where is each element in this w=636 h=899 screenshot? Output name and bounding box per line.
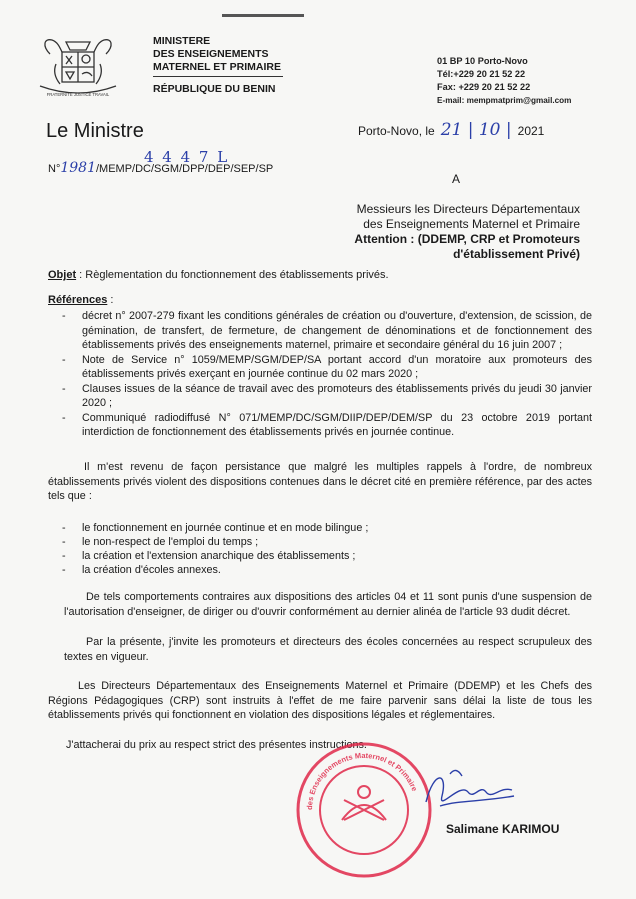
official-stamp-icon — [294, 740, 434, 880]
place-date — [358, 120, 544, 140]
handwritten-number: 1981 — [60, 160, 96, 176]
objet-text: : Règlementation du fonctionnement des établissements privés. — [76, 269, 389, 281]
contact-block — [437, 55, 571, 107]
handwritten-signature-icon — [420, 762, 520, 822]
paragraph-5: J'attacherai du prix au respect strict des présentes instructions. — [66, 739, 367, 751]
act-item-4: - la création d'écoles annexes. — [60, 563, 460, 577]
ministry-block — [153, 35, 283, 96]
ministry-line-1: MINISTERE — [153, 35, 211, 47]
reference-item-4: - Communiqué radiodiffusé N° 071/MEMP/DC/SGM/DIIP/DEP/DEM/SP du 23 octobre 2019 portant interdiction de fonctionnement des établissements privés en journée continue. — [58, 411, 592, 440]
attention-line-2: d'établissement Privé) — [453, 247, 580, 261]
handwritten-date: 21 | 10 | — [440, 120, 512, 140]
reference-item-1: - décret n° 2007-279 fixant les conditions générales de création ou d'ouverture, d'extension, de scission, de gémination, de transfert, de fermeture, de changement de dénominations et de fonctionnement des établissements privés des enseignements maternel, primaire et secondaire général du 16 juin 2007 ; — [58, 309, 592, 353]
email: E-mail: mempmatprim@gmail.com — [437, 96, 572, 105]
ministry-line-2: DES ENSEIGNEMENTS — [153, 48, 269, 60]
reference-number — [48, 148, 274, 176]
ministry-line-3: MATERNEL ET PRIMAIRE — [153, 61, 281, 73]
reference-suffix: /MEMP/DC/SGM/DPP/DEP/SEP/SP — [95, 163, 274, 175]
ministry-divider — [153, 76, 283, 77]
act-item-3: - la création et l'extension anarchique des établissements ; — [60, 549, 460, 563]
paragraph-2: De tels comportements contraires aux dispositions des articles 04 et 11 sont punis d'une suspension de l'autorisation d'enseigner, de diriger ou d'ouvrir conformément au dernier alinéa de l'article 93 dudit décret. — [64, 591, 592, 618]
postal-box: 01 BP 10 Porto-Novo — [437, 56, 528, 66]
svg-text:FRATERNITÉ JUSTICE TRAVAIL: FRATERNITÉ JUSTICE TRAVAIL — [46, 92, 110, 97]
republic-name: RÉPUBLIQUE DU BENIN — [153, 83, 276, 95]
attention-line-1: Attention : (DDEMP, CRP et Promoteurs — [354, 232, 580, 246]
addressee-block — [320, 202, 580, 262]
paragraph-1: Il m'est revenu de façon persistance que malgré les multiples rappels à l'ordre, de nombreux établissements privés violent des dispositions contenues dans le décret cité en première référence, par des actes tels que : — [48, 461, 592, 502]
reference-item-2: - Note de Service n° 1059/MEMP/SGM/DEP/SA portant accord d'un moratoire aux promoteurs des établissements privés exerçant en journée continue du 02 mars 2020 ; — [58, 353, 592, 382]
svg-text:des Enseignements Maternel et: des Enseignements Maternel et Primaire — [304, 750, 420, 811]
references-suffix: : — [107, 294, 114, 306]
act-item-1: - le fonctionnement en journée continue et en mode bilingue ; — [60, 521, 460, 535]
a-label: A — [452, 172, 461, 186]
references-heading — [48, 294, 113, 306]
year: 2021 — [517, 124, 545, 138]
addressee-line-2: des Enseignements Maternel et Primaire — [363, 217, 580, 231]
act-item-2: - le non-respect de l'emploi du temps ; — [60, 535, 460, 549]
reference-prefix: N° — [48, 163, 61, 175]
acts-list — [60, 521, 460, 577]
references-list — [58, 309, 592, 440]
addressee-line-1: Messieurs les Directeurs Départementaux — [356, 202, 580, 216]
reference-item-3: - Clauses issues de la séance de travail avec des promoteurs des établissements privés du jeudi 30 janvier 2020 ; — [58, 382, 592, 411]
place: Porto-Novo, le — [358, 124, 435, 138]
signer-name: Salimane KARIMOU — [446, 822, 560, 836]
paragraph-4: Les Directeurs Départementaux des Enseignements Maternel et Primaire (DDEMP) et les Chefs des Régions Pédagogiques (CRP) sont instruits à l'effet de me faire parvenir sans délai la liste de tous les établissements privés qui fonctionnent en violation des dispositions légales et réglementaires. — [48, 680, 592, 721]
benin-coat-of-arms-icon — [36, 34, 120, 102]
objet-label: Objet — [48, 269, 77, 281]
fax: Fax: +229 20 21 52 22 — [437, 82, 531, 92]
sender-title: Le Ministre — [46, 120, 144, 142]
paragraph-3: Par la présente, j'invite les promoteurs et directeurs des écoles concernées au respect scrupuleux des textes en vigueur. — [64, 636, 592, 663]
top-rule — [222, 14, 304, 17]
references-label: Références — [48, 294, 108, 306]
phone: Tél:+229 20 21 52 22 — [437, 69, 526, 79]
handwritten-scribble: 4 4 4 7 L — [144, 148, 230, 166]
objet-line — [48, 269, 389, 281]
